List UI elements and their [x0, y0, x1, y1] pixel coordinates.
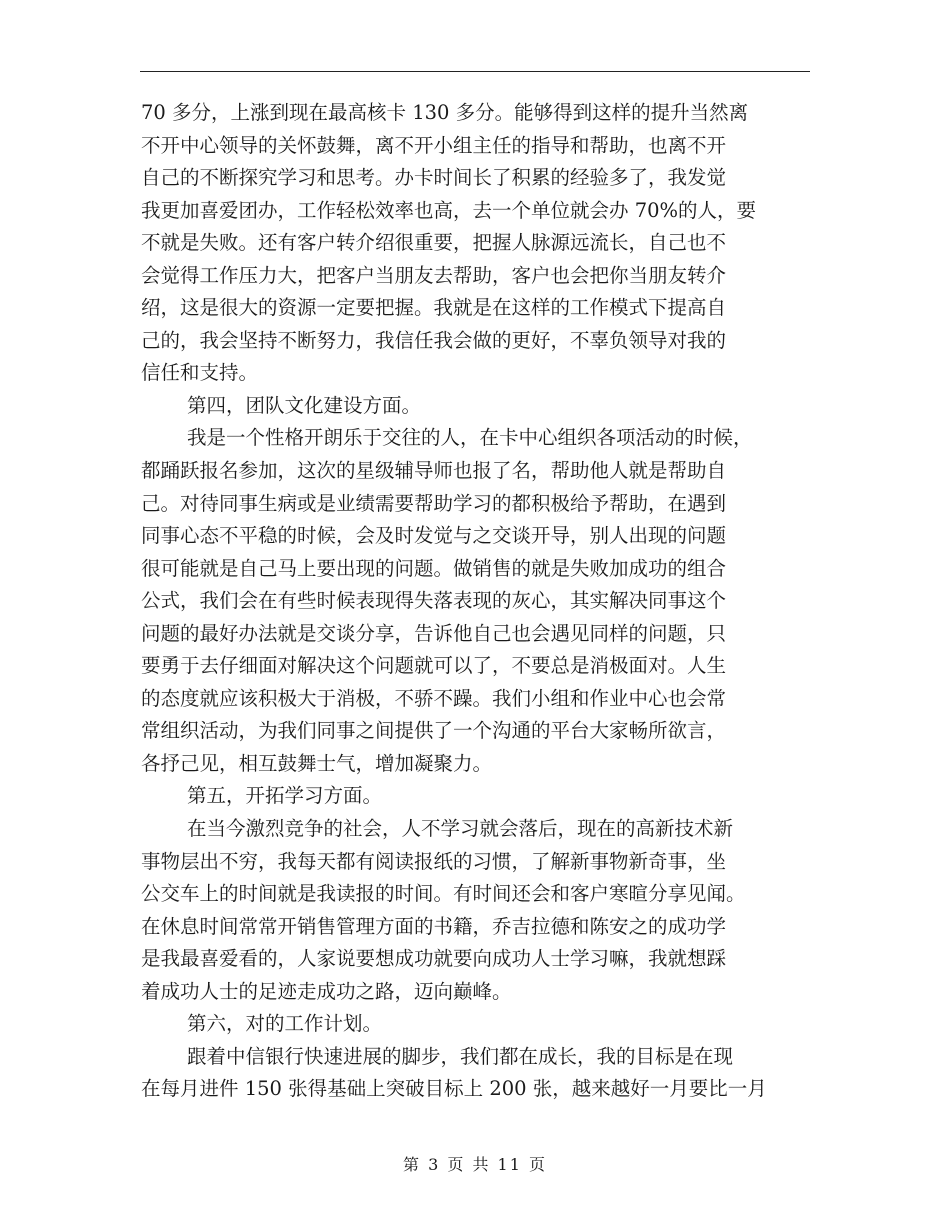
text-line: 的态度就应该积极大于消极，不骄不躁。我们小组和作业中心也会常 — [141, 686, 727, 710]
text-line: 会觉得工作压力大，把客户当朋友去帮助，客户也会把你当朋友转介 — [141, 263, 727, 287]
text-line: 公式，我们会在有些时候表现得失落表现的灰心，其实解决同事这个 — [141, 589, 727, 613]
page-number-footer: 第 3 页 共 11 页 — [403, 1155, 547, 1174]
document-body — [141, 97, 809, 1106]
text-line: 己。对待同事生病或是业绩需要帮助学习的都积极给予帮助，在遇到 — [141, 491, 727, 515]
text-line: 公交车上的时间就是我读报的时间。有时间还会和客户寒暄分享见闻。 — [141, 882, 746, 906]
text-line: 在每月进件 150 张得基础上突破目标上 200 张，越来越好一月要比一月 — [141, 1077, 767, 1101]
text-line: 问题的最好办法就是交谈分享，告诉他自己也会遇见同样的问题，只 — [141, 621, 727, 645]
text-line: 很可能就是自己马上要出现的问题。做销售的就是失败加成功的组合 — [141, 556, 727, 580]
text-line: 自己的不断探究学习和思考。办卡时间长了积累的经验多了，我发觉 — [141, 166, 727, 190]
text-line: 己的，我会坚持不断努力，我信任我会做的更好，不辜负领导对我的 — [141, 328, 727, 352]
text-line: 是我最喜爱看的，人家说要想成功就要向成功人士学习嘛，我就想踩 — [141, 947, 727, 971]
text-line: 不开中心领导的关怀鼓舞，离不开小组主任的指导和帮助，也离不开 — [141, 133, 727, 157]
text-line: 跟着中信银行快速进展的脚步，我们都在成长，我的目标是在现 — [187, 1044, 734, 1068]
text-line: 70 多分，上涨到现在最高核卡 130 多分。能够得到这样的提升当然离 — [141, 101, 749, 124]
text-line: 第六，对的工作计划。 — [187, 1012, 383, 1036]
text-line: 我是一个性格开朗乐于交往的人，在卡中心组织各项活动的时候， — [187, 426, 753, 450]
text-line: 在当今激烈竞争的社会，人不学习就会落后，现在的高新技术新 — [187, 817, 734, 841]
text-line: 着成功人士的足迹走成功之路，迈向巅峰。 — [141, 979, 512, 1003]
text-line: 在休息时间常常开销售管理方面的书籍，乔吉拉德和陈安之的成功学 — [141, 914, 727, 938]
text-line: 要勇于去仔细面对解决这个问题就可以了，不要总是消极面对。人生 — [141, 654, 727, 678]
text-line: 同事心态不平稳的时候，会及时发觉与之交谈开导，别人出现的问题 — [141, 524, 727, 548]
text-line: 常组织活动，为我们同事之间提供了一个沟通的平台大家畅所欲言， — [141, 719, 727, 743]
text-line: 各抒己见，相互鼓舞士气，增加凝聚力。 — [141, 751, 493, 775]
header-rule — [140, 71, 810, 72]
text-line: 第四，团队文化建设方面。 — [187, 393, 422, 417]
text-line: 我更加喜爱团办，工作轻松效率也高，去一个单位就会办 70%的人，要 — [141, 198, 757, 222]
text-line: 事物层出不穷，我每天都有阅读报纸的习惯，了解新事物新奇事，坐 — [141, 849, 727, 873]
text-line: 绍，这是很大的资源一定要把握。我就是在这样的工作模式下提高自 — [141, 296, 727, 320]
text-line: 第五，开拓学习方面。 — [187, 784, 383, 808]
text-line: 都踊跃报名参加，这次的星级辅导师也报了名，帮助他人就是帮助自 — [141, 459, 727, 483]
text-line: 不就是失败。还有客户转介绍很重要，把握人脉源远流长，自己也不 — [141, 231, 727, 255]
text-line: 信任和支持。 — [141, 361, 259, 385]
